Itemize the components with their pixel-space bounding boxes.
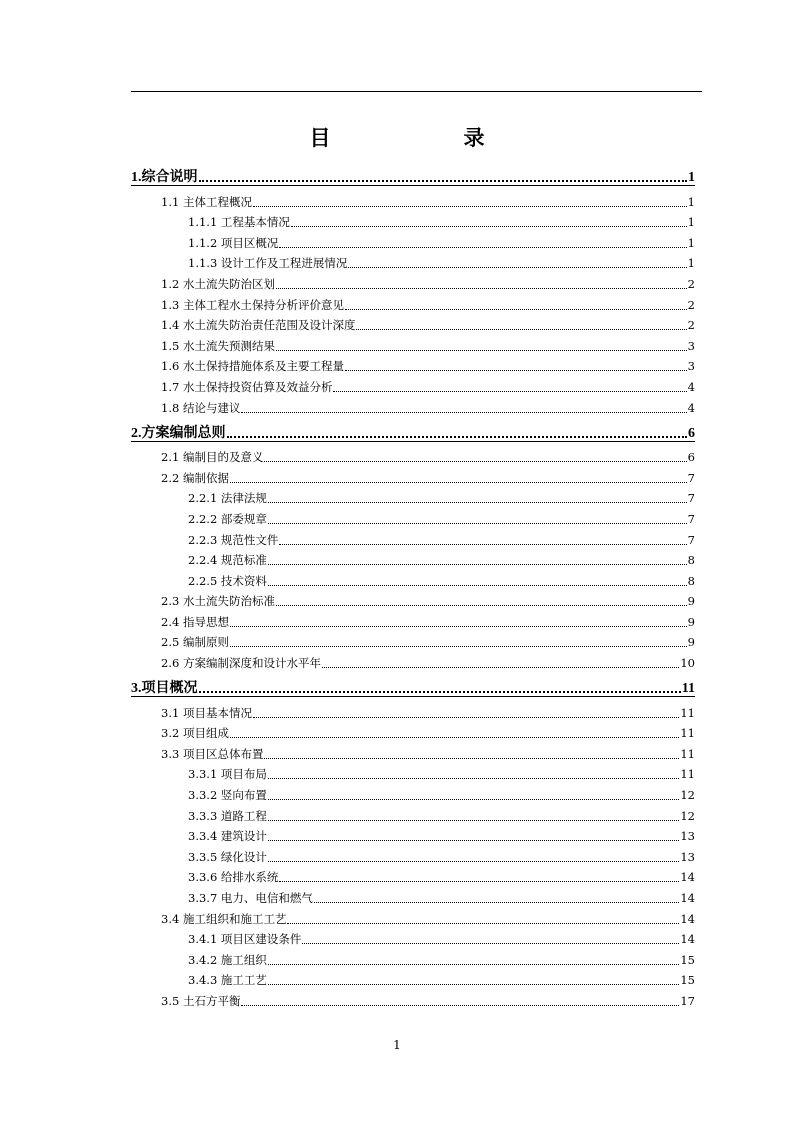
toc-entry-page: 17	[680, 993, 695, 1008]
toc-entry-level3[interactable]	[131, 209, 695, 230]
dot-leader	[302, 941, 679, 944]
toc-entry-label: 3.3.5 绿化设计	[188, 849, 267, 864]
dot-leader	[241, 410, 686, 413]
toc-entry-page: 8	[687, 573, 695, 588]
dot-leader	[230, 480, 687, 483]
toc-entry-page: 14	[680, 932, 695, 947]
toc-entry-page: 2	[687, 297, 695, 312]
toc-entry-level2[interactable]	[131, 332, 695, 353]
toc-entry-level2[interactable]	[131, 444, 695, 465]
toc-entry-page: 15	[680, 973, 695, 988]
dot-leader	[241, 1003, 679, 1006]
toc-entry-level2[interactable]	[131, 312, 695, 333]
dot-leader	[268, 797, 679, 800]
toc-entry-page: 9	[687, 594, 695, 609]
toc-entry-page: 14	[680, 911, 695, 926]
toc-entry-label: 1.2 水土流失防治区划	[161, 276, 275, 291]
toc-entry-label: 3.3.7 电力、电信和燃气	[188, 891, 313, 905]
toc-entry-level2[interactable]	[131, 188, 695, 209]
toc-entry-level3[interactable]	[131, 526, 695, 547]
toc-entry-label: 2.2.4 规范标准	[188, 553, 267, 568]
toc-entry-level2[interactable]	[131, 464, 695, 485]
toc-entry-page: 11	[680, 746, 695, 761]
toc-entry-page: 3	[687, 338, 695, 353]
dot-leader	[253, 715, 679, 718]
dot-leader	[199, 689, 681, 693]
dot-leader	[268, 776, 679, 779]
dot-leader	[314, 900, 679, 903]
toc-entry-level2[interactable]	[131, 905, 695, 926]
toc-entry-level2[interactable]	[131, 720, 695, 741]
toc-entry-label: 3.项目概况	[131, 681, 198, 697]
toc-entry-label: 1.5 水土流失预测结果	[161, 338, 275, 353]
toc-entry-level2[interactable]	[131, 608, 695, 629]
toc-entry-level3[interactable]	[131, 802, 695, 823]
dot-leader	[253, 204, 687, 207]
toc-entry-page: 2	[687, 276, 695, 291]
dot-leader	[268, 982, 679, 985]
dot-leader	[230, 624, 687, 627]
dot-leader	[264, 459, 686, 462]
dot-leader	[264, 756, 679, 759]
toc-entry-level3[interactable]	[131, 250, 695, 271]
toc-entry-label: 2.2.1 法律法规	[188, 491, 267, 506]
toc-entry-label: 1.1.3 设计工作及工程进展情况	[188, 256, 348, 271]
toc-entry-level2[interactable]	[131, 699, 695, 720]
toc-entry-level3[interactable]	[131, 229, 695, 250]
dot-leader	[322, 665, 679, 668]
toc-entry-level3[interactable]	[131, 505, 695, 526]
toc-entry-page: 11	[681, 681, 695, 697]
toc-entry-page: 7	[687, 511, 695, 526]
dot-leader	[268, 583, 687, 586]
dot-leader	[230, 644, 687, 647]
dot-leader	[268, 521, 687, 524]
toc-entry-level2[interactable]	[131, 291, 695, 312]
dot-leader	[333, 389, 686, 392]
toc-entry-level2[interactable]	[131, 394, 695, 415]
page-number: 1	[393, 1038, 401, 1052]
toc-entry-label: 3.3.1 项目布局	[188, 767, 267, 782]
dot-leader	[268, 962, 679, 965]
toc-entry-level1[interactable]	[131, 670, 695, 696]
toc-entry-label: 1.4 水土流失防治责任范围及设计深度	[161, 318, 356, 333]
dot-leader	[230, 735, 679, 738]
toc-entry-label: 3.3.6 给排水系统	[188, 870, 279, 885]
dot-leader	[348, 265, 686, 268]
dot-leader	[345, 307, 687, 310]
toc-entry-page: 12	[680, 788, 695, 803]
section-underline	[131, 441, 695, 442]
header-rule	[131, 91, 702, 92]
toc-entry-page: 7	[687, 532, 695, 547]
toc-entry-page: 4	[687, 400, 695, 415]
toc-entry-page: 3	[687, 359, 695, 374]
toc-entry-label: 3.1 项目基本情况	[161, 705, 252, 720]
toc-entry-label: 2.2.2 部委规章	[188, 511, 267, 526]
toc-entry-page: 2	[687, 318, 695, 333]
toc-entry-level3[interactable]	[131, 823, 695, 844]
toc-entry-level3[interactable]	[131, 967, 695, 988]
toc-entry-level2[interactable]	[131, 373, 695, 394]
toc-entry-label: 3.4.2 施工组织	[188, 952, 267, 967]
dot-leader	[268, 562, 687, 565]
toc-entry-label: 2.4 指导思想	[161, 614, 229, 629]
toc-entry-level3[interactable]	[131, 926, 695, 947]
dot-leader	[279, 542, 686, 545]
toc-entry-label: 3.5 土石方平衡	[161, 993, 241, 1008]
toc-entry-label: 1.3 主体工程水土保持分析评价意见	[161, 297, 344, 312]
toc-entry-label: 1.8 结论与建议	[161, 400, 241, 415]
dot-leader	[356, 327, 686, 330]
toc-entry-level2[interactable]	[131, 270, 695, 291]
toc-entry-level3[interactable]	[131, 781, 695, 802]
toc-entry-level2[interactable]	[131, 629, 695, 650]
toc-entry-page: 7	[687, 470, 695, 485]
dot-leader	[227, 434, 688, 438]
toc-entry-page: 14	[680, 891, 695, 905]
toc-entry-level3[interactable]	[131, 567, 695, 588]
dot-leader	[276, 286, 687, 289]
toc-entry-label: 1.6 水土保持措施体系及主要工程量	[161, 359, 344, 374]
toc-entry-page: 13	[680, 849, 695, 864]
toc-entry-page: 13	[680, 829, 695, 844]
dot-leader	[268, 838, 679, 841]
toc-entry-level3[interactable]	[131, 547, 695, 568]
dot-leader	[345, 368, 687, 371]
toc-entry-page: 9	[687, 614, 695, 629]
toc-entry-label: 2.2.3 规范性文件	[188, 532, 279, 547]
dot-leader	[287, 921, 679, 924]
toc-entry-page: 6	[687, 450, 695, 465]
table-of-contents	[131, 159, 695, 1008]
toc-entry-level2[interactable]	[131, 588, 695, 609]
toc-entry-label: 2.3 水土流失防治标准	[161, 594, 275, 609]
toc-entry-page: 4	[687, 379, 695, 394]
toc-entry-label: 2.2 编制依据	[161, 470, 229, 485]
toc-entry-label: 3.4 施工组织和施工工艺	[161, 911, 287, 926]
dot-leader	[279, 245, 686, 248]
toc-entry-page: 1	[687, 215, 695, 230]
toc-entry-page: 12	[680, 808, 695, 823]
toc-entry-page: 11	[680, 705, 695, 720]
toc-entry-label: 2.2.5 技术资料	[188, 573, 267, 588]
section-underline	[131, 185, 695, 186]
dot-leader	[268, 818, 679, 821]
toc-entry-label: 3.4.1 项目区建设条件	[188, 932, 302, 947]
toc-entry-level3[interactable]	[131, 843, 695, 864]
toc-entry-label: 2.1 编制目的及意义	[161, 450, 264, 465]
dot-leader	[199, 178, 688, 182]
toc-entry-page: 11	[680, 726, 695, 741]
toc-entry-label: 3.3.2 竖向布置	[188, 788, 267, 803]
toc-entry-label: 1.1.1 工程基本情况	[188, 215, 290, 230]
toc-entry-label: 3.3.3 道路工程	[188, 808, 267, 823]
toc-entry-label: 3.3.4 建筑设计	[188, 829, 267, 844]
dot-leader	[276, 348, 687, 351]
toc-entry-label: 3.3 项目区总体布置	[161, 746, 264, 761]
toc-entry-label: 1.1.2 项目区概况	[188, 235, 279, 250]
toc-entry-page: 11	[680, 767, 695, 782]
dot-leader	[279, 879, 679, 882]
dot-leader	[291, 224, 687, 227]
toc-entry-page: 1	[687, 256, 695, 271]
toc-entry-label: 1.综合说明	[131, 170, 198, 185]
toc-entry-page: 10	[680, 656, 695, 671]
toc-entry-level1[interactable]	[131, 159, 695, 185]
dot-leader	[276, 603, 687, 606]
toc-entry-level3[interactable]	[131, 946, 695, 967]
toc-entry-page: 6	[688, 425, 695, 441]
section-underline	[131, 696, 695, 697]
toc-entry-label: 1.1 主体工程概况	[161, 194, 252, 209]
toc-entry-label: 2.5 编制原则	[161, 635, 229, 650]
toc-entry-page: 9	[687, 635, 695, 650]
toc-entry-page: 14	[680, 870, 695, 885]
toc-entry-page: 1	[687, 194, 695, 209]
toc-entry-page: 1	[687, 235, 695, 250]
toc-entry-level2[interactable]	[131, 740, 695, 761]
toc-entry-label: 2.6 方案编制深度和设计水平年	[161, 656, 321, 671]
toc-entry-label: 1.7 水土保持投资估算及效益分析	[161, 379, 333, 394]
toc-entry-level1[interactable]	[131, 415, 695, 441]
toc-entry-label: 3.4.3 施工工艺	[188, 973, 267, 988]
toc-entry-level3[interactable]	[131, 884, 695, 905]
dot-leader	[268, 859, 679, 862]
toc-entry-level3[interactable]	[131, 864, 695, 885]
toc-entry-level2[interactable]	[131, 649, 695, 670]
toc-entry-label: 2.方案编制总则	[131, 425, 226, 441]
toc-entry-level2[interactable]	[131, 353, 695, 374]
dot-leader	[268, 500, 687, 503]
toc-entry-level3[interactable]	[131, 485, 695, 506]
toc-entry-page: 1	[688, 170, 695, 185]
toc-entry-level2[interactable]	[131, 987, 695, 1008]
toc-entry-label: 3.2 项目组成	[161, 726, 229, 741]
toc-entry-page: 8	[687, 553, 695, 568]
toc-entry-level3[interactable]	[131, 761, 695, 782]
toc-title: 目 录	[309, 125, 541, 150]
toc-entry-page: 15	[680, 952, 695, 967]
toc-entry-page: 7	[687, 491, 695, 506]
